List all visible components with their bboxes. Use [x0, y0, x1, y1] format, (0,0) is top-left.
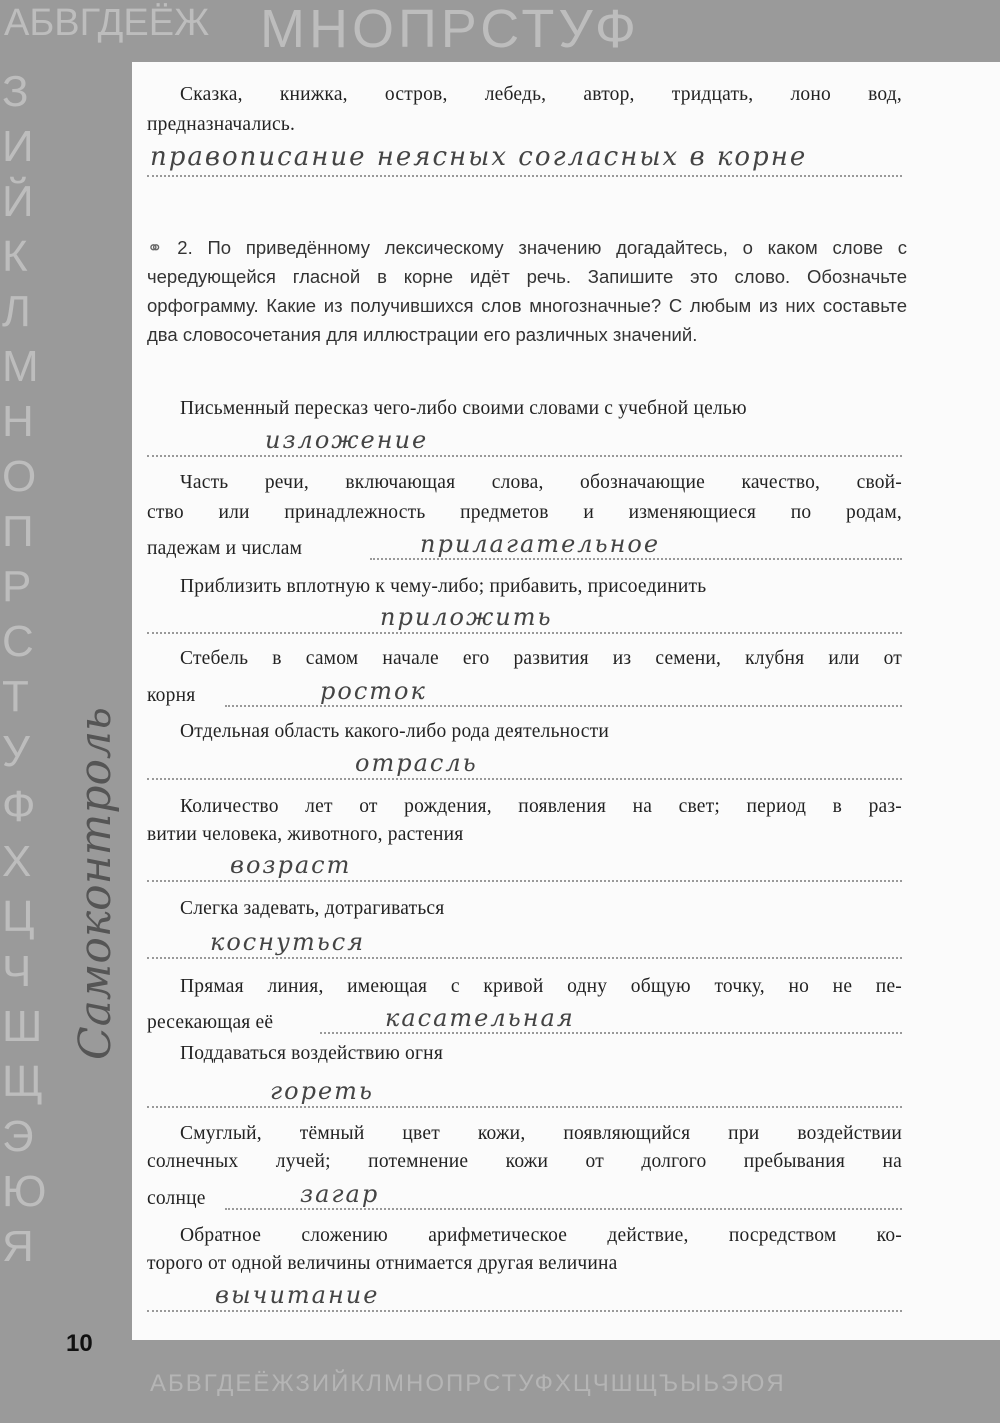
- definition-text: Поддаваться воздействию огня: [180, 1043, 443, 1064]
- handwritten-answer: вычитание: [215, 1281, 380, 1309]
- definition-text: витии человека, животного, растения: [147, 824, 464, 845]
- task1-words: Сказка, книжка, остров, лебедь, автор, тридцать, лоно вод,: [180, 84, 902, 105]
- answer-line: [147, 778, 902, 780]
- definition-text: Отдельная область какого-либо рода деятельности: [180, 721, 609, 742]
- handwritten-answer: прилагательное: [420, 530, 661, 558]
- decor-alphabet-row1: АБВГДЕЁЖ: [4, 2, 210, 44]
- page-number: 10: [66, 1330, 93, 1357]
- handwritten-answer: отрасль: [355, 749, 478, 777]
- pair-work-icon: ⚭: [147, 237, 163, 258]
- handwritten-signature: Самоконтроль: [70, 707, 121, 1060]
- answer-line: [147, 632, 902, 634]
- decor-alphabet-bottom: АБВГДЕЁЖЗИЙКЛМНОПРСТУФХЦЧШЩЪЫЬЭЮЯ: [150, 1370, 786, 1397]
- definition-text: Прямая линия, имеющая с кривой одну общую точку, но не пе-: [180, 976, 902, 997]
- answer-line: [320, 1032, 902, 1034]
- answer-line: [147, 455, 902, 457]
- definition-text: Письменный пересказ чего-либо своими словами с учебной целью: [180, 398, 747, 419]
- definition-text: корня: [147, 685, 196, 706]
- definition-text: падежам и числам: [147, 538, 303, 559]
- definition-text: Слегка задевать, дотрагиваться: [180, 898, 445, 919]
- handwritten-answer: коснуться: [210, 928, 366, 956]
- handwritten-answer: возраст: [230, 851, 352, 879]
- task1-answer: правописание неясных согласных в корне: [150, 142, 808, 172]
- answer-line: [225, 705, 902, 707]
- handwritten-answer: изложение: [265, 426, 429, 454]
- definition-text: Обратное сложению арифметическое действие, посредством ко-: [180, 1225, 902, 1246]
- definition-text: Количество лет от рождения, появления на свет; период в раз-: [180, 796, 902, 817]
- definition-text: солнце: [147, 1188, 206, 1209]
- task1-words-cont: предназначались.: [147, 114, 296, 135]
- answer-line: [147, 957, 902, 959]
- definition-text: ство или принадлежность предметов и изменяющиеся по родам,: [147, 502, 902, 523]
- handwritten-answer: росток: [320, 677, 427, 705]
- definition-text: ресекающая её: [147, 1012, 274, 1033]
- definition-text: торого от одной величины отнимается другая величина: [147, 1253, 618, 1274]
- answer-line: [147, 175, 902, 177]
- definition-text: Часть речи, включающая слова, обозначающие качество, свой-: [180, 472, 902, 493]
- definition-text: Стебель в самом начале его развития из семени, клубня или от: [180, 648, 902, 669]
- decor-alphabet-row2: МНОПРСТУФ: [260, 0, 640, 59]
- task2-instruction: [147, 233, 907, 349]
- handwritten-answer: приложить: [380, 603, 553, 631]
- answer-line: [147, 880, 902, 882]
- answer-line: [147, 1310, 902, 1312]
- decor-alphabet-side: ЗИЙКЛМНОПРСТУФХЦЧШЩЭЮЯ: [2, 67, 47, 1271]
- definition-text: Приблизить вплотную к чему-либо; прибавить, присоединить: [180, 576, 707, 597]
- handwritten-answer: гореть: [270, 1077, 374, 1105]
- answer-line: [225, 1208, 902, 1210]
- definition-text: Смуглый, тёмный цвет кожи, появляющийся при воздействии: [180, 1123, 902, 1144]
- definition-text: солнечных лучей; потемнение кожи от долгого пребывания на: [147, 1151, 902, 1172]
- handwritten-answer: загар: [300, 1180, 380, 1208]
- task2-text: 2. По приведённому лексическому значению догадайтесь, о каком слове с чередующейся гласной в корне идёт речь. Запишите это слово. Обозначьте орфограмму. Какие из получившихся слов многозначные? С любым из них составьте два словосочетания для иллюстрации его различных значений.: [147, 237, 908, 345]
- handwritten-answer: касательная: [385, 1004, 575, 1032]
- answer-line: [370, 558, 902, 560]
- answer-line: [147, 1106, 902, 1108]
